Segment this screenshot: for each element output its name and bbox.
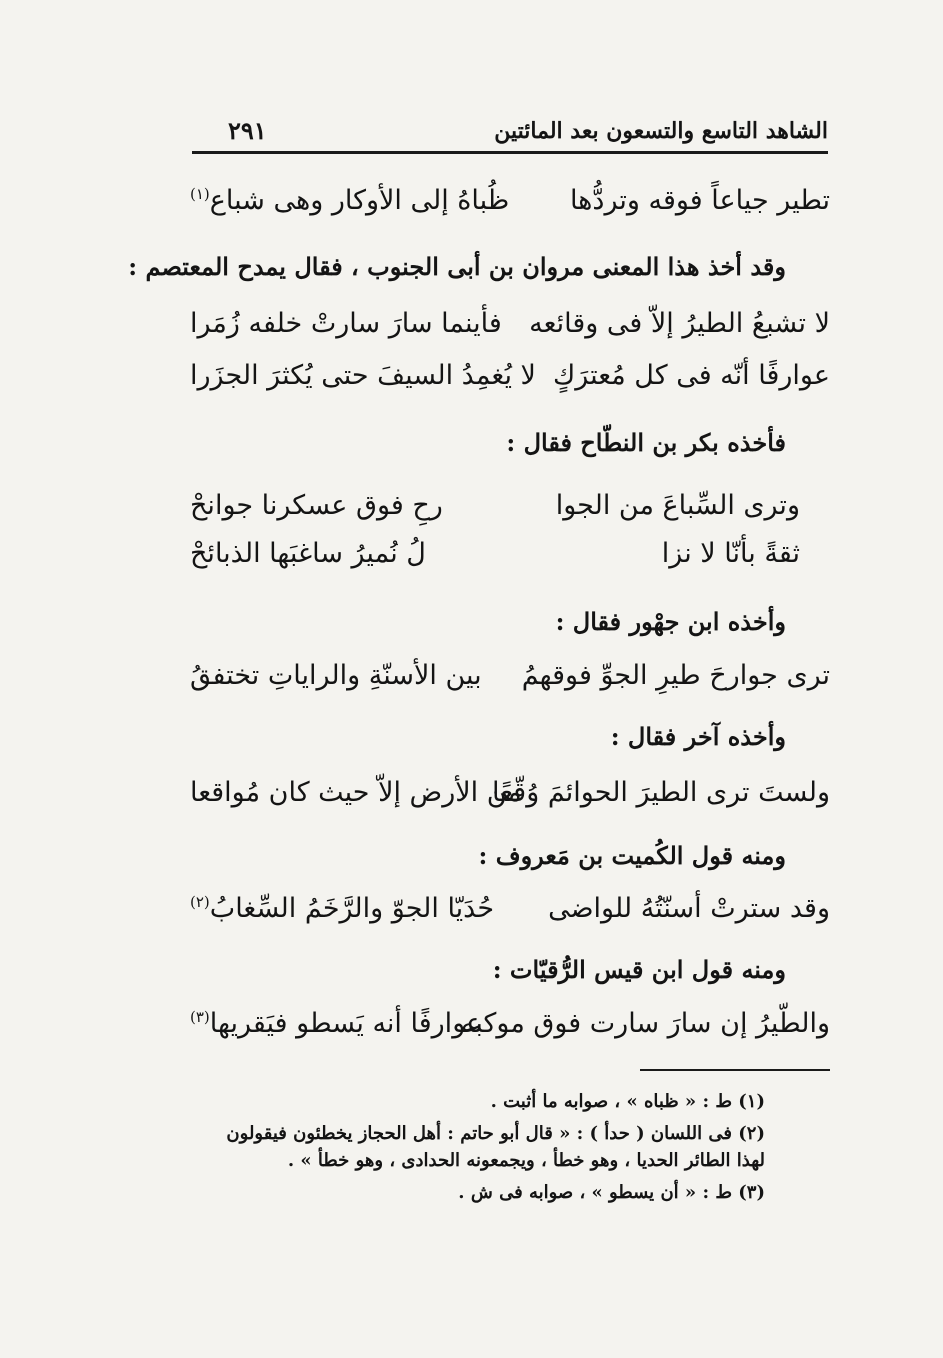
prose-line: وأخذه ابن جهْور فقال : xyxy=(555,607,786,636)
running-title: الشاهد التاسع والتسعون بعد المائتين xyxy=(494,118,828,144)
verse-hemistich-right: ثقةً بأنّا لا نزا xyxy=(661,538,800,569)
page-number: ٢٩١ xyxy=(228,116,267,145)
hemistich-text: حُدَيّا الجوّ والرَّخَمُ السِّغابُ xyxy=(209,893,495,924)
verse-hemistich-left: لا يُغمِدُ السيفَ حتى يُكثرَ الجزَرا xyxy=(190,360,536,391)
header-rule xyxy=(192,151,828,154)
footnote-marker: (١) xyxy=(190,185,210,203)
prose-line: ومنه قول ابن قيس الرُّقيّات : xyxy=(492,955,786,984)
prose-line: فأخذه بكر بن النطّاح فقال : xyxy=(506,428,786,457)
page-header xyxy=(192,112,828,150)
verse-hemistich-right: لا تشبعُ الطيرُ إلاّ فى وقائعه xyxy=(529,308,830,339)
verse-hemistich-left: لُ نُميرُ ساغبَها الذبائحْ xyxy=(190,538,426,569)
footnote: (٢) فى اللسان ( حدأ ) : « قال أبو حاتم : أهل الحجاز يخطئون فيقولون لهذا الطائر الحديا ، وهو خطأ ، ويجمعونه الحدادى ، وهو خطأ » . xyxy=(226,1123,765,1171)
verse-hemistich-right: تطير جياعاً فوقه وتردُّها xyxy=(569,185,830,216)
verse-hemistich-right: وترى السِّباعَ من الجوا xyxy=(555,490,800,521)
verse-hemistich-left xyxy=(190,185,509,216)
verse-hemistich-right: والطّيرُ إن سارَ سارت فوق موكبه xyxy=(460,1008,830,1039)
prose-line: وأخذه آخر فقال : xyxy=(610,722,786,751)
prose-line: ومنه قول الكُميت بن مَعروف : xyxy=(478,841,786,870)
verse-hemistich-left xyxy=(190,1008,482,1039)
verse-hemistich-right: ولستَ ترى الطيرَ الحوائمَ وُقّعًا xyxy=(492,777,830,808)
verse-hemistich-right: وقد سترتْ أسنّتُهُ للواضى xyxy=(548,893,830,924)
verse-hemistich-left: من الأرض إلاّ حيث كان مُواقعا xyxy=(190,777,522,808)
verse-hemistich-left: فأينما سارَ سارتْ خلفه زُمَرا xyxy=(190,308,502,339)
verse-hemistich-right: ترى جوارحَ طيرِ الجوِّ فوقهمُ xyxy=(521,660,830,691)
hemistich-text: ظُباهُ إلى الأوكار وهى شباع xyxy=(209,185,510,216)
verse-hemistich-left: بين الأسنّةِ والراياتِ تختفقُ xyxy=(190,660,482,691)
verse-hemistich-left xyxy=(190,893,494,924)
verse-hemistich-right: عوارفًا أنّه فى كل مُعترَكٍ xyxy=(552,360,830,391)
footnote: (١) ط : « ظباه » ، صوابه ما أثبت . xyxy=(490,1091,765,1112)
prose-line: وقد أخذ هذا المعنى مروان بن أبى الجنوب ، فقال يمدح المعتصم : xyxy=(128,252,786,281)
footnote-rule xyxy=(640,1069,830,1071)
footnote-marker: (٢) xyxy=(190,893,210,911)
footnote-marker: (٣) xyxy=(190,1008,210,1026)
footnotes xyxy=(205,1088,765,1211)
verse-hemistich-left: رحِ فوق عسكرنا جوانحْ xyxy=(190,490,443,521)
footnote: (٣) ط : « أن يسطو » ، صوابه فى ش . xyxy=(458,1182,765,1203)
hemistich-text: عوارفًا أنه يَسطو فيَقريها xyxy=(209,1008,483,1039)
